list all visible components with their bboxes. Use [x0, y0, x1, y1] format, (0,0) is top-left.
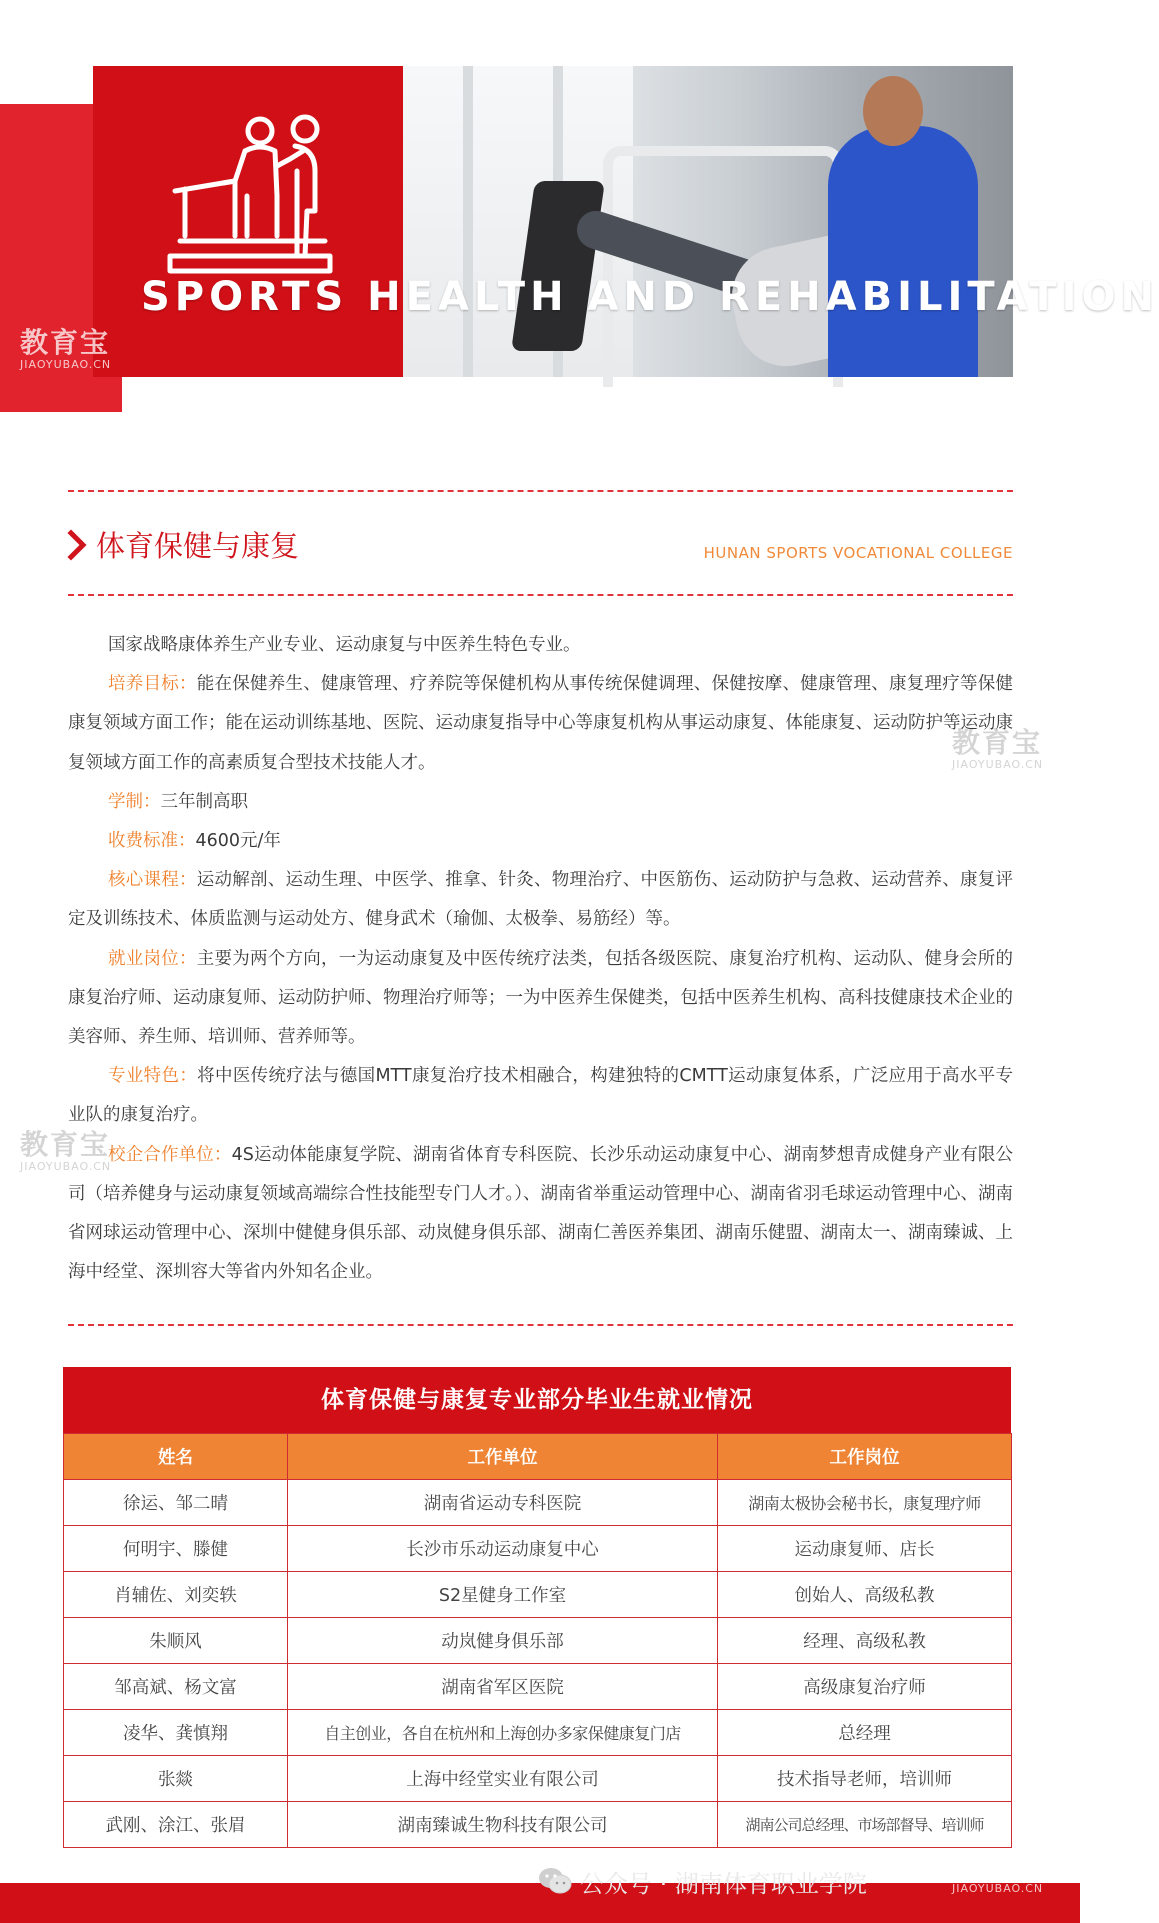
employment-table [63, 1433, 1012, 1848]
wechat-icon [538, 1867, 572, 1895]
position-cell: 技术指导老师，培训师 [718, 1756, 1012, 1802]
watermark: 教育宝 JIAOYUBAO.CN [952, 726, 1044, 771]
banner-title: SPORTS HEALTH AND REHABILITATION [141, 274, 1159, 320]
partners-paragraph: 校企合作单位：4S运动体能康复学院、湖南省体育专科医院、长沙乐动运动康复中心、湖南梦想青成健身产业有限公司（培养健身与运动康复领域高端综合性技能型专门人才。）、湖南省举重运动管理中心、湖南省羽毛球运动管理中心、湖南省网球运动管理中心、深圳中健健身俱乐部、动岚健身俱乐部、湖南仁善医养集团、湖南乐健盟、湖南太一、湖南臻诚、上海中经堂、深圳容大等省内外知名企业。 [68, 1144, 1013, 1283]
name-cell: 凌华、龚慎翔 [64, 1710, 288, 1756]
name-cell: 张燚 [64, 1756, 288, 1802]
position-cell: 湖南公司总经理、市场部督导、培训师 [718, 1802, 1012, 1848]
table-row [64, 1756, 1012, 1802]
table-row [64, 1710, 1012, 1756]
table-row [64, 1526, 1012, 1572]
table-row [64, 1618, 1012, 1664]
position-cell: 创始人、高级私教 [718, 1572, 1012, 1618]
table-row [64, 1802, 1012, 1848]
name-cell: 肖辅佐、刘奕轶 [64, 1572, 288, 1618]
watermark: 教育宝 JIAOYUBAO.CN [20, 326, 112, 371]
employer-cell: 长沙市乐动运动康复中心 [288, 1526, 718, 1572]
graduate-employment-table [63, 1367, 1011, 1848]
employer-cell: 湖南省运动专科医院 [288, 1480, 718, 1526]
position-cell: 高级康复治疗师 [718, 1664, 1012, 1710]
divider [68, 490, 1013, 492]
column-header: 姓名 [64, 1434, 288, 1480]
employer-cell: 湖南省军区医院 [288, 1664, 718, 1710]
employment-paragraph: 就业岗位：主要为两个方向，一为运动康复及中医传统疗法类，包括各级医院、康复治疗机构、运动队、健身会所的康复治疗师、运动康复师、运动防护师、物理治疗师等；一为中医养生保健类，包括中医养生机构、高科技健康技术企业的美容师、养生师、培训师、营养师等。 [68, 948, 1013, 1048]
watermark: 教育宝 JIAOYUBAO.CN [20, 1128, 112, 1173]
table-header-row [64, 1434, 1012, 1480]
features-paragraph: 专业特色：将中医传统疗法与德国MTT康复治疗技术相融合，构建独特的CMTT运动康复体系，广泛应用于高水平专业队的康复治疗。 [68, 1066, 1014, 1126]
chevron-right-icon [68, 530, 88, 560]
footer-text: 公众号 · 湖南体育职业学院 [580, 1869, 867, 1898]
watermark: 教育宝 JIAOYUBAO.CN [952, 1850, 1044, 1895]
table-row [64, 1572, 1012, 1618]
table-row [64, 1480, 1012, 1526]
section-subtitle: HUNAN SPORTS VOCATIONAL COLLEGE [703, 544, 1013, 562]
rehab-assist-icon [165, 111, 335, 276]
core-courses-paragraph: 核心课程：运动解剖、运动生理、中医学、推拿、针灸、物理治疗、中医筋伤、运动防护与急救、运动营养、康复评定及训练技术、体质监测与运动处方、健身武术（瑜伽、太极拳、易筋经）等。 [68, 870, 1013, 930]
section-title: 体育保健与康复 [96, 529, 300, 563]
name-cell: 邹高斌、杨文富 [64, 1664, 288, 1710]
name-cell: 何明宇、滕健 [64, 1526, 288, 1572]
table-row [64, 1664, 1012, 1710]
employer-cell: 湖南臻诚生物科技有限公司 [288, 1802, 718, 1848]
program-description [68, 626, 1013, 1292]
divider [68, 1324, 1013, 1326]
employer-cell: 动岚健身俱乐部 [288, 1618, 718, 1664]
banner-photo [403, 66, 1013, 377]
position-cell: 湖南太极协会秘书长，康复理疗师 [718, 1480, 1012, 1526]
position-cell: 总经理 [718, 1710, 1012, 1756]
banner-red-panel [93, 66, 403, 377]
name-cell: 武刚、涂江、张眉 [64, 1802, 288, 1848]
position-cell: 运动康复师、店长 [718, 1526, 1012, 1572]
training-goal-paragraph: 培养目标：能在保健养生、健康管理、疗养院等保健机构从事传统保健调理、保健按摩、健康管理、康复理疗等保健康复领域方面工作；能在运动训练基地、医院、运动康复指导中心等康复机构从事运动康复、体能康复、运动防护等运动康复领域方面工作的高素质复合型技术技能人才。 [68, 674, 1013, 773]
name-cell: 徐运、邹二晴 [64, 1480, 288, 1526]
employer-cell: 上海中经堂实业有限公司 [288, 1756, 718, 1802]
duration-paragraph: 学制：三年制高职 [108, 791, 248, 812]
employer-cell: S2星健身工作室 [288, 1572, 718, 1618]
name-cell: 朱顺风 [64, 1618, 288, 1664]
position-cell: 经理、高级私教 [718, 1618, 1012, 1664]
column-header: 工作单位 [288, 1434, 718, 1480]
divider [68, 594, 1013, 596]
intro-paragraph: 国家战略康体养生产业专业、运动康复与中医养生特色专业。 [108, 635, 581, 655]
employer-cell: 自主创业，各自在杭州和上海创办多家保健康复门店 [288, 1710, 718, 1756]
footer-wechat-note [538, 1861, 867, 1901]
table-title: 体育保健与康复专业部分毕业生就业情况 [63, 1367, 1011, 1433]
section-header [68, 522, 1013, 572]
tuition-paragraph: 收费标准：4600元/年 [108, 831, 281, 852]
column-header: 工作岗位 [718, 1434, 1012, 1480]
banner [93, 66, 1159, 377]
